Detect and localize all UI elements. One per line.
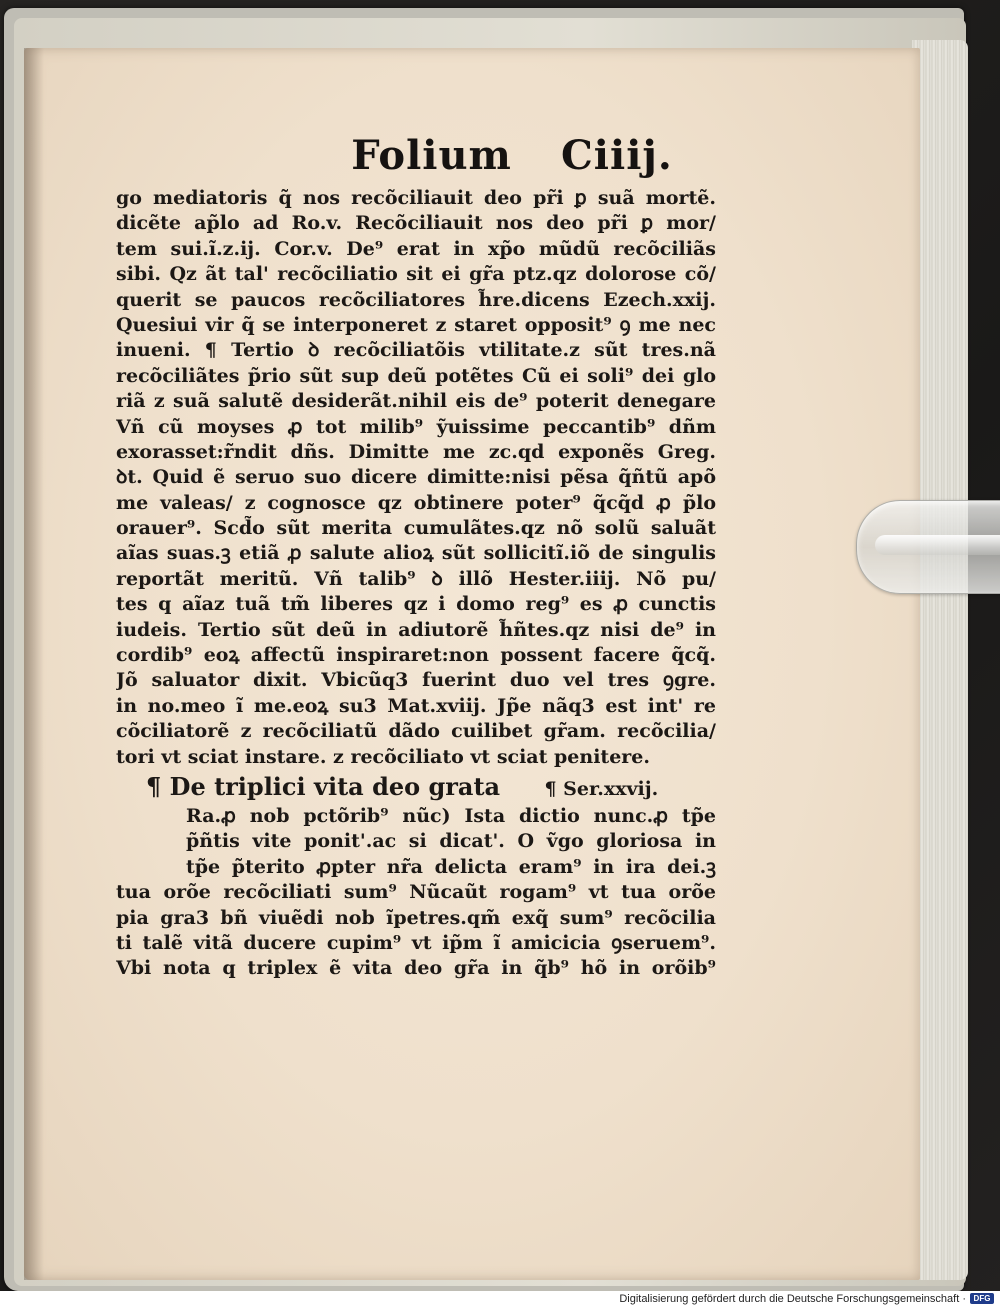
page-edges [912,40,968,1280]
text-line: exorasset:r̃ndit dñs. Dimitte me zc.qd exponẽs Greg. [116,440,716,463]
page-header [0,132,1000,179]
dfg-logo-icon: DFG [970,1293,994,1304]
text-line: Jõ saluator dixit. Vbicũq3 fuerint duo vel tres ꝯgre. [116,669,716,692]
text-line: querit se paucos recõciliatores h̃re.dicens Ezech.xxij. [116,288,716,311]
folium-label: Folium [351,132,512,179]
text-line: go mediatoris q̃ nos recõciliauit deo pr̃i ꝑ suã mortẽ. [116,187,716,209]
text-line: recõciliãtes p̃rio sũt sup deũ potẽtes Cũ ei soli⁹ dei glo [116,364,716,387]
text-line: Ra.ꝓ nob pctõrib⁹ nũc) Ista dictio nunc.ꝓ tp̃e [186,804,716,827]
text-line: cõciliatorẽ z recõciliatũ dãdo cuilibet gr̃am. recõcilia/ [116,720,716,743]
text-line: pia gra3 bñ viuẽdi nob ĩpetres.qm̃ exq̃ sum⁹ recõcilia [116,906,716,929]
text-line: orauer⁹. Scd̃o sũt merita cumulãtes.qz nõ solũ saluãt [116,517,716,540]
binding-shadow [24,48,44,1280]
text-line: Quesiui vir q̃ se interponeret z staret opposit⁹ ꝯ me nec [116,313,716,336]
text-line: cordib⁹ eoꝝ affectũ inspiraret:non possent facere q̃cq̃. [116,644,716,667]
text-line: p̃ñtis vite ponit'.ac si dicat'. O ṽgo gloriosa in [186,830,716,853]
text-line: Vbi nota q triplex ẽ vita deo gr̃a in q̃b⁹ hõ in orõib⁹ [116,957,716,980]
text-line: Vñ cũ moyses ꝓ tot milib⁹ ỹuissime peccantib⁹ dñm [116,415,716,438]
text-line: sibi. Qz ãt tal' recõciliatio sit ei gr̃a ptz.qz dolorose cõ/ [116,263,716,286]
text-line: tem sui.ĩ.z.ij. Cor.v. De⁹ erat in xp̃o mũdũ recõciliãs [116,237,716,260]
body-text [116,186,716,770]
text-line: aĩas suas.ꝫ etiã ꝓ salute alioꝝ sũt sollicitĩ.iõ de singulis [116,542,716,565]
text-line: tori vt sciat instare. z recõciliato vt sciat penitere. [116,745,650,768]
text-block [116,186,716,982]
sermon-reference: ¶ Ser.xxvij. [544,777,659,800]
text-line: iudeis. Tertio sũt deũ in adiutorẽ h̃ñtes.qz nisi de⁹ in [116,618,716,641]
text-line: tes q aĩaz tuã tm̃ liberes qz i domo reg⁹ es ꝓ cunctis [116,593,716,616]
text-line: tp̃e p̃terito ꝓpter nr̃a delicta eram⁹ in ira dei.ꝫ [186,855,716,878]
text-line: me valeas/ z cognosce qz obtinere poter⁹ q̃cq̃d ꝓ p̃lo [116,491,716,514]
footer-credit: Digitalisierung gefördert durch die Deutsche Forschungsgemeinschaft · [619,1293,966,1305]
text-line: ti talẽ vitã ducere cupim⁹ vt ip̃m ĩ amicicia ꝯseruem⁹. [116,931,716,954]
section-heading [146,770,716,804]
folio-number: Ciiij. [560,132,673,179]
text-line: dicẽte ap̃lo ad Ro.v. Recõciliauit nos deo pr̃i ꝑ mor/ [116,212,716,235]
text-line: reportãt meritũ. Vñ talib⁹ ꝺ illõ Hester.iiij. Nõ pu/ [116,567,716,590]
page-clip [856,500,1000,594]
text-line: in no.meo ĩ me.eoꝝ su3 Mat.xviij. Jp̃e nãq3 est int' re [116,694,716,717]
section-title: ¶ De triplici vita deo grata [146,771,501,801]
text-line: riã z suã salutẽ desiderãt.nihil eis de⁹ poterit denegare [116,390,716,413]
section-text [116,804,716,982]
text-line: tua orõe recõciliati sum⁹ Nũcaũt rogam⁹ vt tua orõe [116,881,716,904]
text-line: ꝺt. Quid ẽ seruo suo dicere dimitte:nisi pẽsa q̃ñtũ apõ [116,466,716,489]
text-line: inueni. ¶ Tertio ꝺ recõciliatõis vtilitate.z sũt tres.nã [116,339,716,362]
